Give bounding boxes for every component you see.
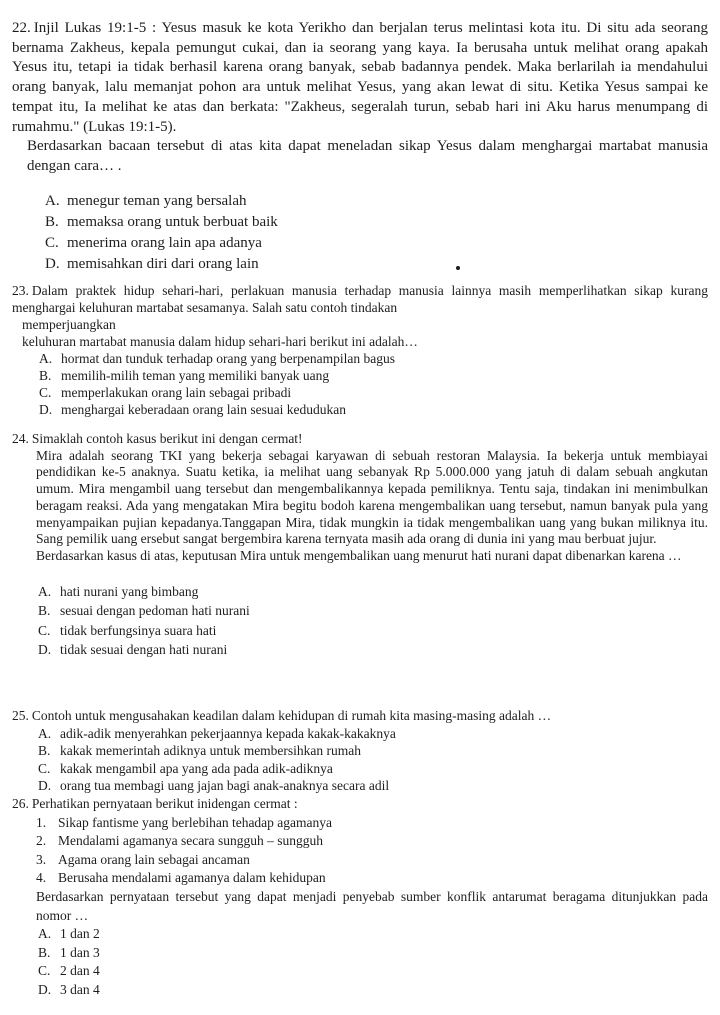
option-b[interactable]: B. sesuai dengan pedoman hati nurani <box>38 603 250 619</box>
statement-item: 4. Berusaha mendalami agamanya dalam kehidupan <box>36 870 326 886</box>
option-c[interactable]: C. tidak berfungsinya suara hati <box>38 622 217 638</box>
question-24-prompt: Berdasarkan kasus di atas, keputusan Mira untuk mengembalikan uang menurut hati nurani dapat dibenarkan karena … <box>36 547 682 563</box>
question-24-case: Mira adalah seorang TKI yang bekerja sebagai karyawan di sebuah restoran Malaysia. Ia bekerja untuk membiayai pendidikan ke-5 anaknya. Suatu ketika, ia melihat uang sebanyak Rp 5.000.000 yang jatuh di dalam sebuah angkutan umum. Mira mengambil uang tersebut dan mengembalikannya kepada pemiliknya. Tentu saja, tindakan ini menimbulkan beragam reaksi. Ada yang mengatakan Mira begitu bodoh karena mengembalikan uang tersebut, namun banyak pula yang menyampaikan pujian kepadanya.Tanggapan Mira, tidak mungkin ia tidak mengembalikan uang yang bukan miliknya itu. Sang pemilik uang ersebut sangat bergembira karena ternyata masih ada orang di dunia ini yang mau berbuat jujur. <box>36 447 708 547</box>
option-a[interactable]: A. hati nurani yang bimbang <box>38 583 199 599</box>
question-24-options <box>12 582 708 660</box>
question-26-prompt: Berdasarkan pernyataan tersebut yang dapat menjadi penyebab sumber konflik antarumat beragama ditunjukkan pada nomor … <box>36 888 708 923</box>
question-23-text: 23. Dalam praktek hidup sehari-hari, perlakuan manusia terhadap manusia lainnya masih memperlihatkan sikap kurang menghargai keluhuran martabat sesamanya. Salah satu contoh tindakan <box>12 283 708 315</box>
question-22-passage: 22. Injil Lukas 19:1-5 : Yesus masuk ke kota Yerikho dan berjalan terus melintasi kota itu. Di situ ada seorang bernama Zakheus, kepala pemungut cukai, dan ia seorang yang kaya. Ia berusaha untuk melihat orang apakah Yesus itu, tetapi ia tidak berhasil karena orang banyak, sebab badannya pendek. Maka berlarilah ia mendahului orang banyak, lalu memanjat pohon ara untuk melihat Yesus, yang akan lewat di situ. Ketika Yesus sampai ke tempat itu, Ia melihat ke atas dan berkata: "Zakheus, segeralah turun, sebab hari ini Aku harus menumpang di rumahmu." (Lukas 19:1-5). <box>12 20 708 135</box>
question-22-prompt: Berdasarkan bacaan tersebut di atas kita dapat meneladan sikap Yesus dalam menghargai martabat manusia dengan cara… . <box>27 138 708 174</box>
statement-item: 3. Agama orang lain sebagai ancaman <box>36 851 250 867</box>
question-23-options <box>12 350 708 418</box>
option-b[interactable]: B. 1 dan 3 <box>38 944 100 960</box>
option-b[interactable]: B. memaksa orang untuk berbuat baik <box>45 213 278 230</box>
option-d[interactable]: D. tidak sesuai dengan hati nurani <box>38 642 228 658</box>
question-26-statements <box>12 814 708 888</box>
option-d[interactable]: D. 3 dan 4 <box>38 981 100 997</box>
question-25-options <box>12 725 708 795</box>
question-number: 22. <box>12 20 31 36</box>
stray-dot <box>456 266 460 270</box>
question-number: 26. <box>12 796 29 811</box>
option-a[interactable]: A. menegur teman yang bersalah <box>45 192 247 209</box>
question-24 <box>12 431 708 660</box>
option-d[interactable]: D. memisahkan diri dari orang lain <box>45 255 259 272</box>
option-a[interactable]: A. 1 dan 2 <box>38 926 100 942</box>
question-24-heading: 24. Simaklah contoh kasus berikut ini dengan cermat! <box>12 431 303 446</box>
question-number: 25. <box>12 708 29 723</box>
option-a[interactable]: A. adik-adik menyerahkan pekerjaannya kepada kakak-kakaknya <box>38 725 396 741</box>
statement-item: 1. Sikap fantisme yang berlebihan tehadap agamanya <box>36 814 333 830</box>
option-b[interactable]: B. kakak memerintah adiknya untuk membersihkan rumah <box>38 743 362 758</box>
question-25 <box>12 707 708 795</box>
statement-item: 2. Mendalami agamanya secara sungguh – sungguh <box>36 833 324 849</box>
option-c[interactable]: C. 2 dan 4 <box>38 963 100 979</box>
option-a[interactable]: A. hormat dan tunduk terhadap orang yang berpenampilan bagus <box>39 351 396 366</box>
option-d[interactable]: D. menghargai keberadaan orang lain sesuai kedudukan <box>39 402 347 417</box>
question-26-text: 26. Perhatikan pernyataan berikut inidengan cermat : <box>12 796 298 811</box>
question-number: 23. <box>12 283 29 298</box>
question-number: 24. <box>12 431 29 446</box>
question-23 <box>12 282 708 418</box>
option-b[interactable]: B. memilih-milih teman yang memiliki banyak uang <box>39 368 330 383</box>
question-22-options <box>12 191 708 275</box>
option-d[interactable]: D. orang tua membagi uang jajan bagi anak-anaknya secara adil <box>38 778 390 793</box>
question-26 <box>12 795 708 1000</box>
question-22 <box>12 19 708 275</box>
question-23-prompt: keluhuran martabat manusia dalam hidup sehari-hari berikut ini adalah… <box>22 334 418 349</box>
question-26-options <box>12 925 708 999</box>
option-c[interactable]: C. menerima orang lain apa adanya <box>45 234 262 251</box>
option-c[interactable]: C. kakak mengambil apa yang ada pada adik-adiknya <box>38 760 333 776</box>
question-25-text: 25. Contoh untuk mengusahakan keadilan dalam kehidupan di rumah kita masing-masing adalah … <box>12 708 552 723</box>
question-23-extra: memperjuangkan <box>22 317 116 332</box>
option-c[interactable]: C. memperlakukan orang lain sebagai pribadi <box>39 385 292 400</box>
